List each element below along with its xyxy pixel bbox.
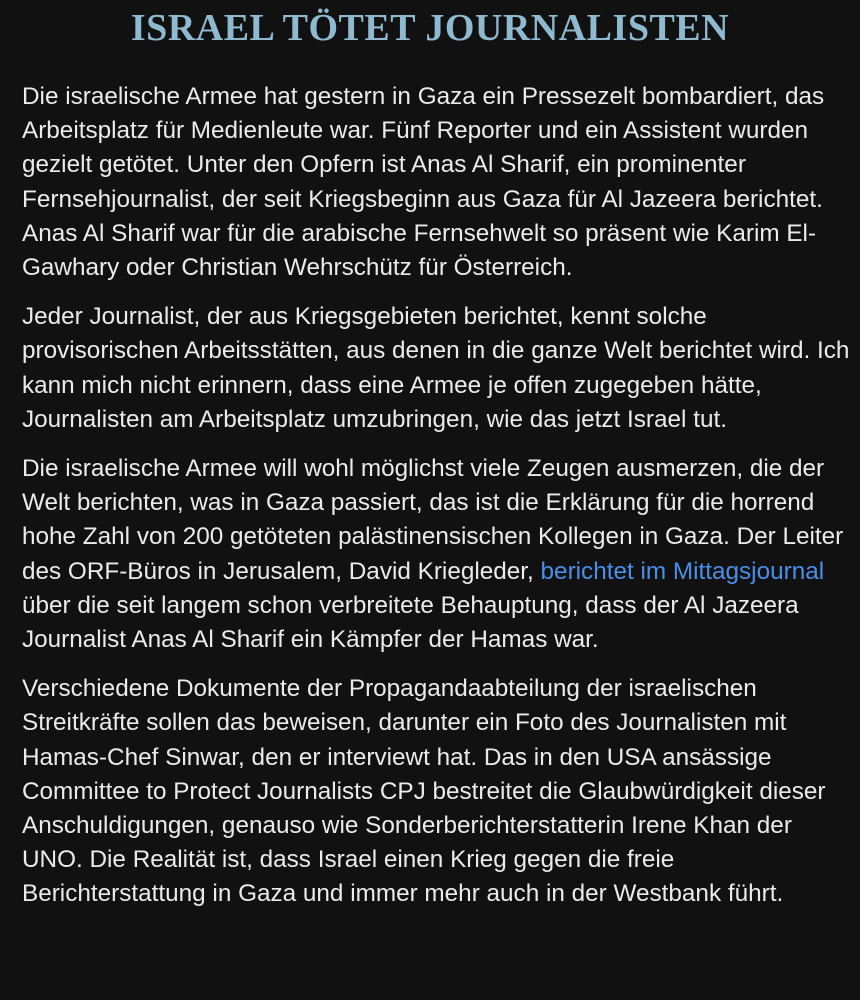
mittagsjournal-link[interactable]: berichtet im Mittagsjournal: [540, 557, 825, 585]
paragraph-4: Verschiedene Dokumente der Propagandaabteilung der israelischen Streitkräfte sollen das beweisen, darunter ein Foto des Journalisten mit Hamas-Chef Sinwar, den er interviewt hat. Das in den USA ansässige Committee to Protect Journalists CPJ bestreitet die Glaubwürdigkeit dieser Anschuldigungen, genauso wie Sonderberichterstatterin Irene Khan der UNO. Die Realität ist, dass Israel einen Krieg gegen die freie Berichterstattung in Gaza und immer mehr auch in der Westbank führt.: [22, 675, 826, 908]
paragraph-3-text-after-link: über die seit langem schon verbreitete Behauptung, dass der Al Jazeera Journalist Anas Al Sharif ein Kämpfer der Hamas war.: [22, 591, 799, 654]
article-title: ISRAEL TÖTET JOURNALISTEN: [130, 7, 730, 49]
paragraph-3-text-before-link: Die israelische Armee will wohl möglichst viele Zeugen ausmerzen, die der Welt berichten, was in Gaza passiert, das ist die Erklärung für die horrend hohe Zahl von 200 getöteten palästinensischen Kollegen in Gaza. Der Leiter des ORF-Büros in Jerusalem, David Kriegleder,: [22, 455, 844, 585]
article-body: [22, 80, 852, 927]
paragraph-2: Jeder Journalist, der aus Kriegsgebieten berichtet, kennt solche provisorischen Arbeitsstätten, aus denen in die ganze Welt berichtet wird. Ich kann mich nicht erinnern, dass eine Armee je offen zugegeben hätte, Journalisten am Arbeitsplatz umzubringen, wie das jetzt Israel tut.: [22, 303, 850, 433]
paragraph-1: Die israelische Armee hat gestern in Gaza ein Pressezelt bombardiert, das Arbeitsplatz für Medienleute war. Fünf Reporter und ein Assistent wurden gezielt getötet. Unter den Opfern ist Anas Al Sharif, ein prominenter Fernsehjournalist, der seit Kriegsbeginn aus Gaza für Al Jazeera berichtet. Anas Al Sharif war für die arabische Fernsehwelt so präsent wie Karim El-Gawhary oder Christian Wehrschütz für Österreich.: [22, 83, 825, 282]
paragraph-3: [22, 452, 852, 657]
